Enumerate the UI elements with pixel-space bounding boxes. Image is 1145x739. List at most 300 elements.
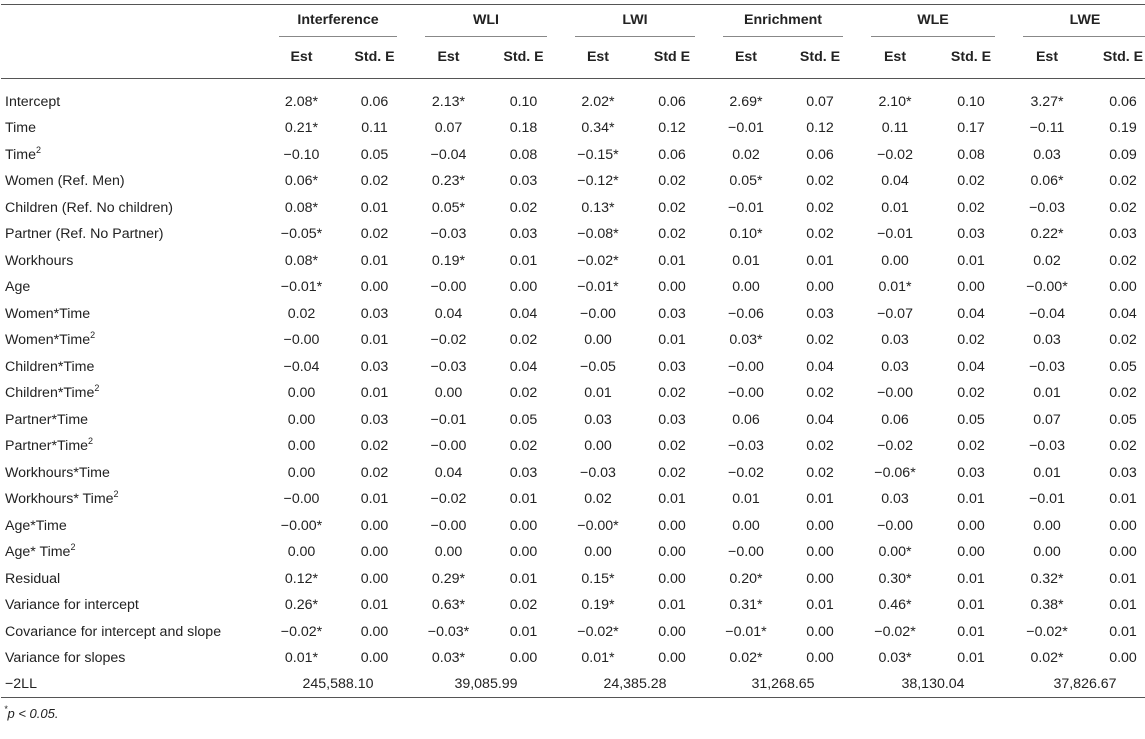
cell-est: −0.06 bbox=[728, 305, 764, 322]
cell-est: 0.29* bbox=[431, 570, 466, 587]
cell-stde: 0.00 bbox=[1109, 279, 1137, 296]
cell-est: 0.32* bbox=[1030, 570, 1064, 587]
cell-est: 2.69* bbox=[729, 94, 763, 110]
subheader-stde: Std. E bbox=[503, 49, 544, 65]
cell-stde: 0.02 bbox=[957, 385, 985, 402]
cell-stde: 0.12 bbox=[658, 120, 686, 137]
cell-stde: 0.00 bbox=[360, 570, 389, 587]
cell-est: 0.02 bbox=[584, 491, 612, 508]
cell-stde: 0.01 bbox=[360, 597, 389, 614]
cell-est: 0.00 bbox=[287, 464, 316, 481]
cell-stde: 0.03 bbox=[658, 305, 686, 322]
cell-est: 0.03* bbox=[431, 650, 466, 667]
cell-stde: 0.01 bbox=[1109, 623, 1137, 640]
cell-est: −0.01* bbox=[280, 279, 323, 296]
cell-est: −0.01 bbox=[430, 411, 467, 428]
table-row bbox=[1, 301, 1145, 328]
cell-est: 0.38* bbox=[1030, 597, 1064, 614]
cell-est: −0.00* bbox=[577, 517, 619, 534]
row-label bbox=[1, 221, 265, 248]
ll-value: 24,385.28 bbox=[561, 672, 709, 698]
cell-est: −0.02* bbox=[280, 623, 323, 640]
cell-est: 0.04 bbox=[434, 464, 463, 481]
cell-est: −0.00 bbox=[728, 385, 764, 402]
cell-stde: 0.01 bbox=[658, 332, 686, 349]
subheader-stde: Std E bbox=[653, 49, 691, 65]
cell-stde: 0.00 bbox=[1109, 517, 1137, 534]
cell-est: −0.08* bbox=[577, 226, 619, 243]
cell-stde: 0.02 bbox=[509, 597, 538, 614]
row-label-text: Residual bbox=[5, 570, 61, 587]
cell-stde: 0.02 bbox=[1109, 173, 1137, 190]
cell-est: −0.05 bbox=[580, 358, 616, 375]
table-row bbox=[1, 407, 1145, 434]
cell-stde: 0.04 bbox=[509, 358, 538, 375]
row-label bbox=[1, 380, 265, 407]
cell-stde: 0.00 bbox=[806, 517, 834, 534]
cell-est: 0.01* bbox=[284, 650, 319, 667]
subheader-est: Est bbox=[883, 49, 907, 65]
cell-est: 0.01* bbox=[878, 279, 912, 296]
cell-stde: 0.06 bbox=[806, 146, 834, 163]
cell-stde: 0.10 bbox=[957, 94, 985, 110]
cell-stde: 0.01 bbox=[509, 252, 538, 269]
table-row bbox=[1, 566, 1145, 593]
cell-stde: 0.00 bbox=[1109, 544, 1137, 561]
ll-value: 37,826.67 bbox=[1009, 672, 1145, 698]
cell-stde: 0.03 bbox=[509, 464, 538, 481]
row-label bbox=[1, 168, 265, 195]
cell-est: 0.15* bbox=[581, 570, 615, 587]
cell-stde: 0.02 bbox=[509, 332, 538, 349]
row-label-text: Time bbox=[5, 120, 37, 137]
cell-stde: 0.02 bbox=[658, 226, 686, 243]
superscript: 2 bbox=[113, 489, 119, 500]
cell-stde: 0.00 bbox=[658, 623, 686, 640]
cell-est: −0.03 bbox=[1029, 438, 1065, 455]
row-label bbox=[1, 79, 265, 116]
cell-stde: 0.03 bbox=[509, 226, 538, 243]
row-label-text: Time bbox=[5, 146, 37, 163]
cell-est: −0.00 bbox=[728, 544, 764, 561]
cell-stde: 0.01 bbox=[806, 597, 834, 614]
row-label-text: Variance for intercept bbox=[5, 597, 139, 614]
cell-stde: 0.00 bbox=[806, 279, 834, 296]
cell-stde: 0.01 bbox=[957, 623, 985, 640]
cell-stde: 0.00 bbox=[806, 623, 834, 640]
table-row bbox=[1, 115, 1145, 142]
table-footnote bbox=[0, 703, 1145, 721]
row-label bbox=[1, 327, 265, 354]
cell-est: 0.00 bbox=[287, 438, 316, 455]
group-header: Interference bbox=[265, 5, 411, 37]
cell-stde: 0.00 bbox=[360, 544, 389, 561]
cell-stde: 0.03 bbox=[658, 358, 686, 375]
cell-stde: 0.00 bbox=[360, 279, 389, 296]
cell-est: 0.12* bbox=[284, 570, 319, 587]
cell-est: 0.00 bbox=[732, 517, 760, 534]
cell-stde: 0.00 bbox=[360, 650, 389, 667]
cell-stde: 0.03 bbox=[360, 358, 389, 375]
table-row bbox=[1, 142, 1145, 169]
cell-est: 0.34* bbox=[581, 120, 615, 137]
table-row bbox=[1, 168, 1145, 195]
cell-est: 0.03 bbox=[1033, 146, 1061, 163]
table-row bbox=[1, 539, 1145, 566]
subheader-stde: Std. E bbox=[1102, 49, 1144, 65]
cell-est: 0.04 bbox=[434, 305, 463, 322]
cell-stde: 0.00 bbox=[957, 517, 985, 534]
cell-est: 0.23* bbox=[431, 173, 466, 190]
cell-stde: 0.01 bbox=[658, 491, 686, 508]
cell-stde: 0.08 bbox=[957, 146, 985, 163]
cell-est: −0.00 bbox=[430, 517, 467, 534]
cell-stde: 0.02 bbox=[957, 332, 985, 349]
cell-est: −0.00 bbox=[430, 438, 467, 455]
cell-stde: 0.01 bbox=[509, 491, 538, 508]
cell-est: −0.00 bbox=[877, 385, 913, 402]
cell-est: −0.01 bbox=[728, 199, 764, 216]
cell-est: 0.01* bbox=[581, 650, 615, 667]
cell-est: −0.01 bbox=[728, 120, 764, 137]
ll-value: 245,588.10 bbox=[265, 672, 411, 698]
row-label-text: Workhours* Time bbox=[5, 491, 114, 508]
cell-est: 0.00 bbox=[584, 438, 612, 455]
cell-est: 0.03 bbox=[881, 332, 909, 349]
cell-est: 0.21* bbox=[284, 120, 319, 137]
cell-stde: 0.08 bbox=[509, 146, 538, 163]
row-label-text: Children*Time bbox=[5, 358, 95, 375]
cell-est: −0.05* bbox=[280, 226, 323, 243]
subheader-stde: Std. E bbox=[799, 49, 841, 65]
cell-est: −0.02 bbox=[877, 146, 913, 163]
cell-est: 0.01 bbox=[1033, 385, 1061, 402]
cell-stde: 0.03 bbox=[957, 226, 985, 243]
cell-est: 0.19* bbox=[581, 597, 615, 614]
cell-est: −0.01 bbox=[877, 226, 913, 243]
cell-est: −0.06* bbox=[874, 464, 916, 481]
cell-est: −0.00* bbox=[1026, 279, 1068, 296]
subheader-row bbox=[1, 36, 1145, 79]
cell-stde: 0.01 bbox=[806, 491, 834, 508]
row-label bbox=[1, 407, 265, 434]
superscript: 2 bbox=[94, 383, 100, 394]
cell-stde: 0.00 bbox=[658, 279, 686, 296]
cell-stde: 0.02 bbox=[957, 173, 985, 190]
cell-stde: 0.06 bbox=[1109, 94, 1137, 110]
cell-est: 0.63* bbox=[431, 597, 466, 614]
cell-est: −0.07 bbox=[877, 305, 913, 322]
cell-est: −0.15* bbox=[577, 146, 619, 163]
ll-value: 31,268.65 bbox=[709, 672, 857, 698]
row-label bbox=[1, 195, 265, 222]
cell-stde: 0.02 bbox=[806, 438, 834, 455]
cell-est: −0.12* bbox=[577, 173, 619, 190]
cell-stde: 0.05 bbox=[1109, 358, 1137, 375]
cell-stde: 0.02 bbox=[806, 332, 834, 349]
row-label-text: Workhours bbox=[5, 252, 74, 269]
cell-stde: 0.02 bbox=[1109, 199, 1137, 216]
cell-est: 0.06* bbox=[1030, 173, 1064, 190]
cell-est: −0.02 bbox=[430, 332, 467, 349]
cell-est: 0.00 bbox=[1033, 544, 1061, 561]
subheader-stde: Std. E bbox=[354, 49, 395, 65]
subheader-est: Est bbox=[734, 49, 758, 65]
cell-stde: 0.02 bbox=[658, 385, 686, 402]
table-row bbox=[1, 513, 1145, 540]
cell-est: 2.13* bbox=[431, 94, 466, 110]
row-label-text: Women (Ref. Men) bbox=[5, 173, 125, 190]
cell-stde: 0.02 bbox=[1109, 332, 1137, 349]
row-label-text: Workhours*Time bbox=[5, 464, 110, 481]
cell-stde: 0.01 bbox=[509, 623, 538, 640]
cell-est: −0.02* bbox=[1026, 623, 1068, 640]
cell-stde: 0.03 bbox=[806, 305, 834, 322]
group-header: LWI bbox=[561, 5, 709, 37]
cell-est: 0.02 bbox=[732, 146, 760, 163]
cell-est: −0.00 bbox=[430, 279, 467, 296]
cell-stde: 0.04 bbox=[509, 305, 538, 322]
cell-est: 0.05* bbox=[729, 173, 763, 190]
cell-stde: 0.01 bbox=[360, 199, 389, 216]
table-row bbox=[1, 460, 1145, 487]
cell-est: 0.00 bbox=[584, 544, 612, 561]
cell-stde: 0.09 bbox=[1109, 146, 1137, 163]
row-label bbox=[1, 248, 265, 275]
cell-est: 0.01 bbox=[732, 491, 760, 508]
group-header: WLI bbox=[411, 5, 561, 37]
table-row bbox=[1, 380, 1145, 407]
cell-stde: 0.01 bbox=[806, 252, 834, 269]
cell-stde: 0.04 bbox=[957, 358, 985, 375]
cell-stde: 0.01 bbox=[957, 252, 985, 269]
cell-est: −0.04 bbox=[430, 146, 467, 163]
table-row bbox=[1, 433, 1145, 460]
subheader-est: Est bbox=[437, 49, 460, 65]
cell-stde: 0.04 bbox=[806, 411, 834, 428]
table-row bbox=[1, 274, 1145, 301]
table-row bbox=[1, 248, 1145, 275]
cell-est: 0.31* bbox=[729, 597, 763, 614]
cell-est: 0.03 bbox=[881, 358, 909, 375]
cell-stde: 0.02 bbox=[658, 438, 686, 455]
cell-stde: 0.03 bbox=[360, 411, 389, 428]
cell-est: 0.03* bbox=[878, 650, 912, 667]
row-label bbox=[1, 619, 265, 646]
cell-stde: 0.02 bbox=[509, 199, 538, 216]
cell-stde: 0.01 bbox=[360, 491, 389, 508]
cell-stde: 0.01 bbox=[360, 385, 389, 402]
group-header: LWE bbox=[1009, 5, 1145, 37]
cell-est: −0.00 bbox=[283, 491, 320, 508]
cell-stde: 0.00 bbox=[658, 570, 686, 587]
cell-stde: 0.02 bbox=[360, 464, 389, 481]
cell-stde: 0.01 bbox=[957, 650, 985, 667]
row-label-text: Partner*Time bbox=[5, 411, 89, 428]
cell-est: 0.00 bbox=[287, 385, 316, 402]
cell-stde: 0.02 bbox=[509, 438, 538, 455]
row-label bbox=[1, 645, 265, 672]
cell-est: −0.00* bbox=[280, 517, 323, 534]
cell-stde: 0.03 bbox=[360, 305, 389, 322]
cell-stde: 0.00 bbox=[658, 544, 686, 561]
table-row bbox=[1, 354, 1145, 381]
group-header: Enrichment bbox=[709, 5, 857, 37]
group-header-row bbox=[1, 5, 1145, 37]
cell-est: −0.01* bbox=[725, 623, 767, 640]
table-row bbox=[1, 195, 1145, 222]
cell-est: 0.46* bbox=[878, 597, 912, 614]
row-label bbox=[1, 513, 265, 540]
cell-stde: 0.01 bbox=[957, 491, 985, 508]
row-label bbox=[1, 486, 265, 513]
cell-stde: 0.02 bbox=[360, 438, 389, 455]
cell-stde: 0.17 bbox=[957, 120, 985, 137]
cell-est: −0.01* bbox=[577, 279, 619, 296]
group-header: WLE bbox=[857, 5, 1009, 37]
cell-stde: 0.00 bbox=[658, 517, 686, 534]
cell-stde: 0.00 bbox=[509, 517, 538, 534]
cell-stde: 0.01 bbox=[1109, 570, 1137, 587]
cell-est: 0.11 bbox=[881, 120, 909, 137]
cell-stde: 0.05 bbox=[509, 411, 538, 428]
cell-est: 0.06* bbox=[284, 173, 319, 190]
cell-stde: 0.02 bbox=[360, 173, 389, 190]
cell-est: 0.10* bbox=[729, 226, 763, 243]
cell-est: 0.07 bbox=[434, 120, 463, 137]
cell-stde: 0.11 bbox=[361, 120, 388, 137]
cell-est: 0.20* bbox=[729, 570, 763, 587]
cell-est: 0.04 bbox=[881, 173, 909, 190]
cell-est: −0.03 bbox=[1029, 358, 1065, 375]
cell-est: 0.05* bbox=[431, 199, 466, 216]
table-row bbox=[1, 592, 1145, 619]
cell-stde: 0.03 bbox=[1109, 464, 1137, 481]
cell-est: −0.00 bbox=[283, 332, 320, 349]
cell-est: 0.03 bbox=[1033, 332, 1061, 349]
cell-est: 0.26* bbox=[284, 597, 319, 614]
cell-stde: 0.00 bbox=[806, 650, 834, 667]
cell-stde: 0.05 bbox=[360, 146, 389, 163]
cell-est: 0.02* bbox=[729, 650, 763, 667]
cell-stde: 0.02 bbox=[806, 173, 834, 190]
cell-stde: 0.02 bbox=[806, 199, 834, 216]
cell-est: −0.02 bbox=[430, 491, 467, 508]
cell-est: 0.02 bbox=[287, 305, 316, 322]
cell-est: −0.11 bbox=[1029, 120, 1065, 137]
cell-est: 0.06 bbox=[732, 411, 760, 428]
cell-stde: 0.03 bbox=[957, 464, 985, 481]
cell-stde: 0.02 bbox=[509, 385, 538, 402]
cell-stde: 0.04 bbox=[957, 305, 985, 322]
cell-stde: 0.05 bbox=[1109, 411, 1137, 428]
row-label-text: Intercept bbox=[5, 94, 61, 110]
cell-est: 0.01 bbox=[881, 199, 909, 216]
cell-stde: 0.02 bbox=[957, 438, 985, 455]
cell-stde: 0.06 bbox=[658, 146, 686, 163]
cell-est: −0.03* bbox=[427, 623, 470, 640]
cell-est: −0.04 bbox=[283, 358, 320, 375]
row-label: −2LL bbox=[1, 672, 265, 698]
subheader-est: Est bbox=[1035, 49, 1059, 65]
cell-est: −0.02 bbox=[728, 464, 764, 481]
table-row bbox=[1, 221, 1145, 248]
superscript: 2 bbox=[36, 144, 42, 155]
cell-est: 0.01 bbox=[584, 385, 612, 402]
cell-est: 0.00 bbox=[881, 252, 909, 269]
row-label bbox=[1, 274, 265, 301]
cell-stde: 0.02 bbox=[1109, 438, 1137, 455]
cell-stde: 0.02 bbox=[806, 226, 834, 243]
cell-stde: 0.00 bbox=[957, 544, 985, 561]
cell-est: 0.00 bbox=[584, 332, 612, 349]
cell-stde: 0.04 bbox=[1109, 305, 1137, 322]
row-label bbox=[1, 566, 265, 593]
cell-stde: 0.00 bbox=[658, 650, 686, 667]
cell-est: −0.04 bbox=[1029, 305, 1065, 322]
row-label-text: Age bbox=[5, 279, 31, 296]
cell-est: 0.02* bbox=[1030, 650, 1064, 667]
row-label bbox=[1, 301, 265, 328]
cell-stde: 0.06 bbox=[360, 94, 389, 110]
cell-est: 0.13* bbox=[581, 199, 615, 216]
cell-est: 2.08* bbox=[284, 94, 319, 110]
cell-est: 0.03* bbox=[729, 332, 763, 349]
cell-stde: 0.02 bbox=[360, 226, 389, 243]
superscript: 2 bbox=[70, 542, 76, 553]
cell-stde: 0.01 bbox=[957, 597, 985, 614]
cell-stde: 0.12 bbox=[806, 120, 834, 137]
cell-est: 0.30* bbox=[878, 570, 912, 587]
subheader-est: Est bbox=[586, 49, 610, 65]
subheader-stde: Std. E bbox=[950, 49, 992, 65]
cell-est: 0.02 bbox=[1033, 252, 1061, 269]
cell-stde: 0.01 bbox=[1109, 597, 1137, 614]
footnote-text: p < 0.05. bbox=[7, 705, 59, 721]
row-label bbox=[1, 142, 265, 169]
row-label-text: Age*Time bbox=[5, 517, 67, 534]
cell-stde: 0.02 bbox=[658, 464, 686, 481]
row-label bbox=[1, 115, 265, 142]
cell-est: 0.03 bbox=[881, 491, 909, 508]
row-label-text: Partner (Ref. No Partner) bbox=[5, 226, 164, 243]
row-label bbox=[1, 592, 265, 619]
cell-est: 0.00 bbox=[287, 411, 316, 428]
cell-stde: 0.01 bbox=[658, 597, 686, 614]
cell-stde: 0.06 bbox=[658, 94, 686, 110]
row-label-text: Women*Time bbox=[5, 332, 91, 349]
ll-value: 39,085.99 bbox=[411, 672, 561, 698]
superscript: 2 bbox=[90, 330, 96, 341]
cell-est: −0.10 bbox=[283, 146, 320, 163]
cell-stde: 0.00 bbox=[360, 517, 389, 534]
cell-stde: 0.01 bbox=[957, 570, 985, 587]
cell-stde: 0.03 bbox=[1109, 226, 1137, 243]
cell-stde: 0.00 bbox=[806, 544, 834, 561]
cell-stde: 0.03 bbox=[509, 173, 538, 190]
cell-est: 0.00 bbox=[287, 544, 316, 561]
cell-est: 0.00* bbox=[878, 544, 912, 561]
table-body bbox=[1, 79, 1145, 672]
cell-stde: 0.00 bbox=[509, 650, 538, 667]
row-label-text: Variance for slopes bbox=[5, 650, 126, 667]
row-label bbox=[1, 433, 265, 460]
cell-stde: 0.02 bbox=[957, 199, 985, 216]
cell-est: 0.01 bbox=[732, 252, 760, 269]
footnote-symbol: * bbox=[4, 703, 8, 714]
cell-stde: 0.07 bbox=[806, 94, 834, 110]
cell-est: −0.03 bbox=[430, 226, 467, 243]
